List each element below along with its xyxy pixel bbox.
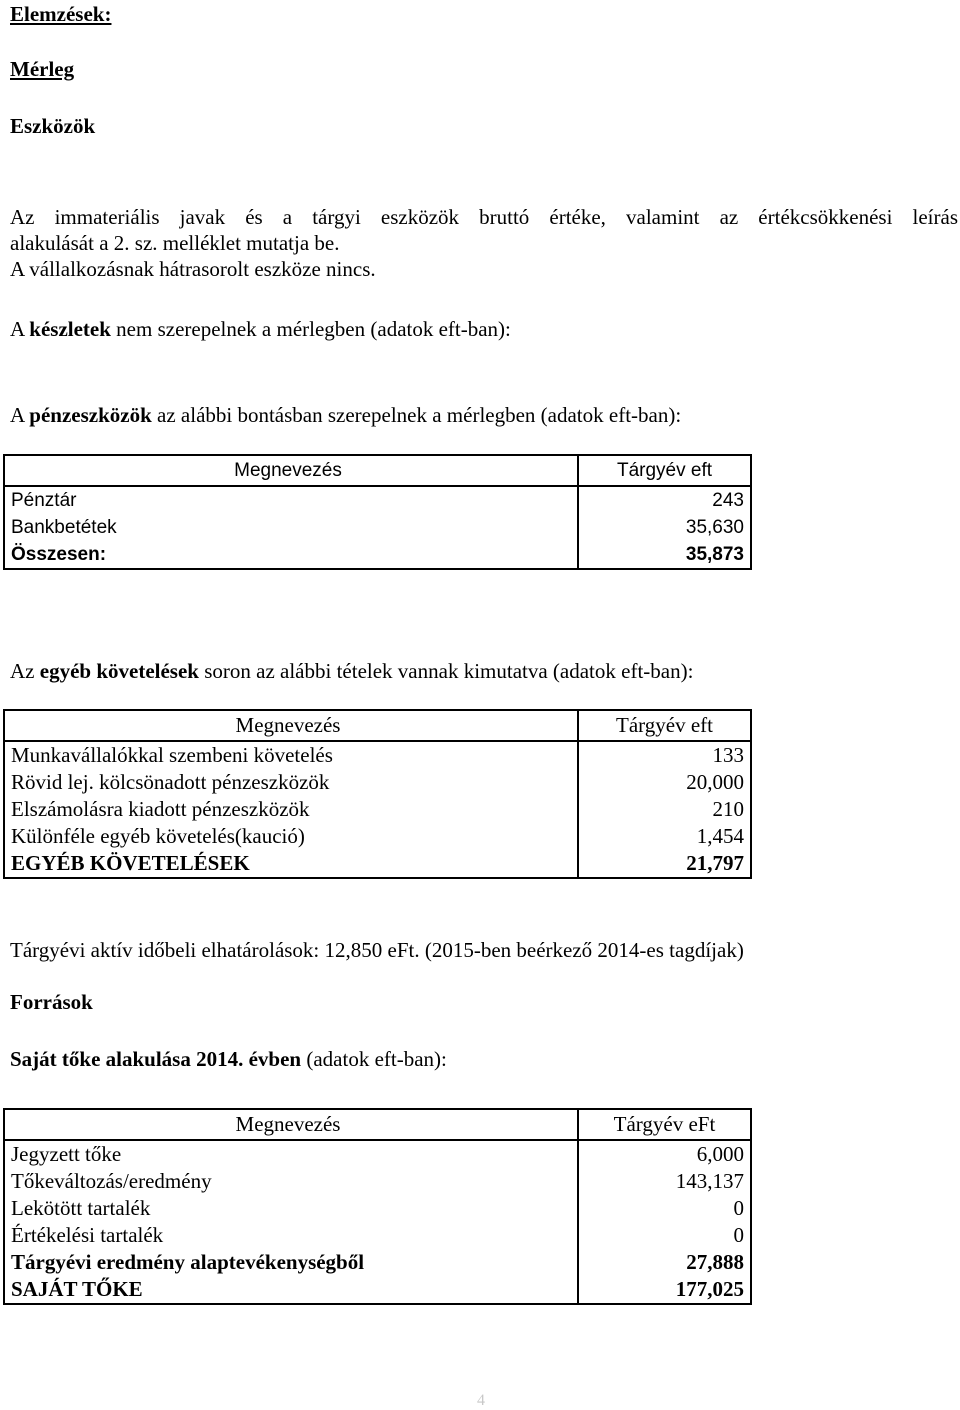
row-value: 210 — [712, 797, 744, 821]
sajat-toke-table — [3, 1108, 752, 1305]
table-header-row — [4, 1109, 751, 1140]
table-total-row — [4, 1276, 751, 1304]
table-header-row — [4, 455, 751, 486]
total-value: 35,873 — [685, 544, 744, 565]
row-value: 27,888 — [686, 1250, 744, 1274]
table-header-row — [4, 710, 751, 741]
table-row — [4, 486, 751, 514]
heading-merleg: Mérleg — [10, 57, 75, 81]
column-header-value: Tárgyév eft — [578, 710, 751, 741]
row-value: 0 — [733, 1223, 744, 1247]
row-value: 143,137 — [675, 1169, 744, 1193]
kovetelesek-sentence — [10, 659, 693, 684]
keszletek-pre: A — [10, 317, 30, 341]
heading-eszkozok: Eszközök — [10, 114, 96, 138]
penzeszkozok-pre: A — [10, 403, 30, 427]
table-row — [4, 823, 751, 850]
kovetelesek-term: egyéb követelések — [39, 659, 199, 683]
penzeszkozok-term: pénzeszközök — [29, 403, 152, 427]
keszletek-sentence — [10, 317, 511, 342]
kovetelesek-pre: Az — [10, 659, 40, 683]
table-total-row — [4, 850, 751, 878]
row-name: Jegyzett tőke — [4, 1140, 578, 1168]
row-name: Elszámolásra kiadott pénzeszközök — [4, 796, 578, 823]
row-value: 133 — [712, 743, 744, 767]
elhatarolasok-text: Tárgyévi aktív időbeli elhatárolások: 12,850 eFt. (2015-ben beérkező 2014-es tagdíjak) — [10, 938, 744, 962]
page-number: 4 — [477, 1392, 485, 1409]
table-row — [4, 514, 751, 541]
row-name: Rövid lej. kölcsönadott pénzeszközök — [4, 769, 578, 796]
column-header-name: Megnevezés — [4, 455, 578, 486]
total-value: 177,025 — [675, 1277, 744, 1301]
penzeszkozok-table — [3, 454, 752, 570]
sajat-toke-sentence — [10, 1047, 447, 1072]
table-row — [4, 741, 751, 769]
sajat-toke-post: (adatok eft-ban): — [301, 1047, 447, 1071]
table-row — [4, 1195, 751, 1222]
row-name: Bankbetétek — [4, 514, 578, 541]
intro-line-3: A vállalkozásnak hátrasorolt eszköze nincs. — [10, 257, 376, 281]
row-value: 35,630 — [685, 517, 744, 538]
table-row — [4, 1222, 751, 1249]
total-name: SAJÁT TŐKE — [4, 1276, 578, 1304]
row-value: 0 — [733, 1196, 744, 1220]
row-value: 243 — [712, 490, 744, 511]
table-row — [4, 796, 751, 823]
row-value: 1,454 — [696, 824, 744, 848]
column-header-name: Megnevezés — [4, 1109, 578, 1140]
row-name: Tárgyévi eredmény alaptevékenységből — [4, 1249, 578, 1276]
intro-line-2: alakulását a 2. sz. melléklet mutatja be. — [10, 231, 340, 255]
kovetelesek-table — [3, 709, 752, 879]
table-total-row — [4, 541, 751, 569]
column-header-name: Megnevezés — [4, 710, 578, 741]
row-name: Pénztár — [4, 486, 578, 514]
row-name: Különféle egyéb követelés(kaució) — [4, 823, 578, 850]
keszletek-term: készletek — [29, 317, 111, 341]
total-value: 21,797 — [686, 851, 744, 875]
sajat-toke-term: Saját tőke alakulása 2014. évben — [10, 1047, 302, 1071]
keszletek-post: nem szerepelnek a mérlegben (adatok eft-ban): — [110, 317, 511, 341]
table-row — [4, 1140, 751, 1168]
row-name: Lekötött tartalék — [4, 1195, 578, 1222]
row-value: 6,000 — [696, 1142, 744, 1166]
penzeszkozok-sentence — [10, 403, 681, 428]
table-row — [4, 769, 751, 796]
row-name: Munkavállalókkal szembeni követelés — [4, 741, 578, 769]
heading-elemzesek: Elemzések: — [10, 2, 112, 26]
kovetelesek-post: soron az alábbi tételek vannak kimutatva (adatok eft-ban): — [198, 659, 694, 683]
column-header-value: Tárgyév eft — [578, 455, 751, 486]
total-name: Összesen: — [4, 541, 578, 569]
row-name: Tőkeváltozás/eredmény — [4, 1168, 578, 1195]
table-row-bold — [4, 1249, 751, 1276]
heading-forrasok: Források — [10, 990, 93, 1014]
row-name: Értékelési tartalék — [4, 1222, 578, 1249]
intro-line-1: Az immateriális javak és a tárgyi eszközök bruttó értéke, valamint az értékcsökkenési leírás — [10, 205, 958, 229]
total-name: EGYÉB KÖVETELÉSEK — [4, 850, 578, 878]
table-row — [4, 1168, 751, 1195]
column-header-value: Tárgyév eFt — [578, 1109, 751, 1140]
row-value: 20,000 — [686, 770, 744, 794]
penzeszkozok-post: az alábbi bontásban szerepelnek a mérlegben (adatok eft-ban): — [151, 403, 682, 427]
